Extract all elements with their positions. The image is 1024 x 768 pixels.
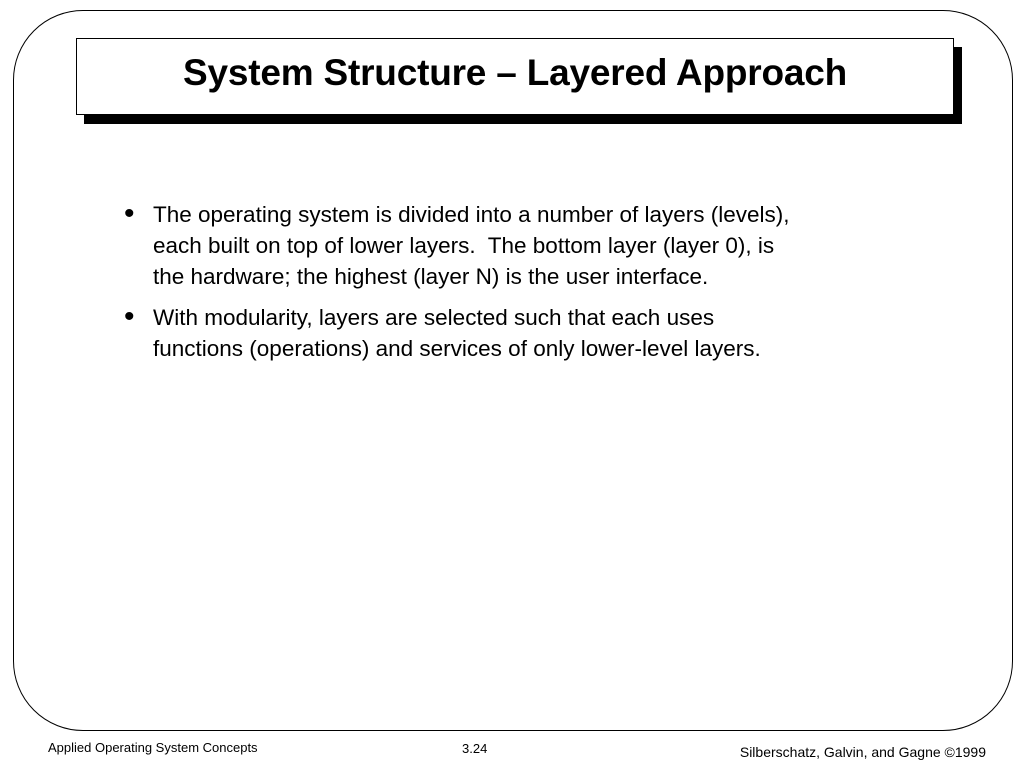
bullet-icon: • bbox=[124, 300, 135, 333]
bullet-text: With modularity, layers are selected such that each uses functions (operations) and services of only lower-level layers. bbox=[153, 305, 761, 361]
list-item bbox=[124, 199, 904, 292]
footer-course-title: Applied Operating System Concepts bbox=[48, 740, 258, 755]
page-number: 3.24 bbox=[462, 741, 488, 756]
bullet-list bbox=[124, 199, 904, 374]
title-box bbox=[76, 38, 954, 115]
bullet-icon: • bbox=[124, 197, 135, 230]
footer-copyright: Silberschatz, Galvin, and Gagne ©1999 bbox=[739, 744, 986, 760]
bullet-text: The operating system is divided into a number of layers (levels), each built on top of lower layers. The bottom layer (layer 0), is the hardware; the highest (layer N) is the user interface. bbox=[153, 202, 790, 289]
page-title: System Structure – Layered Approach bbox=[182, 51, 848, 93]
list-item bbox=[124, 302, 904, 364]
